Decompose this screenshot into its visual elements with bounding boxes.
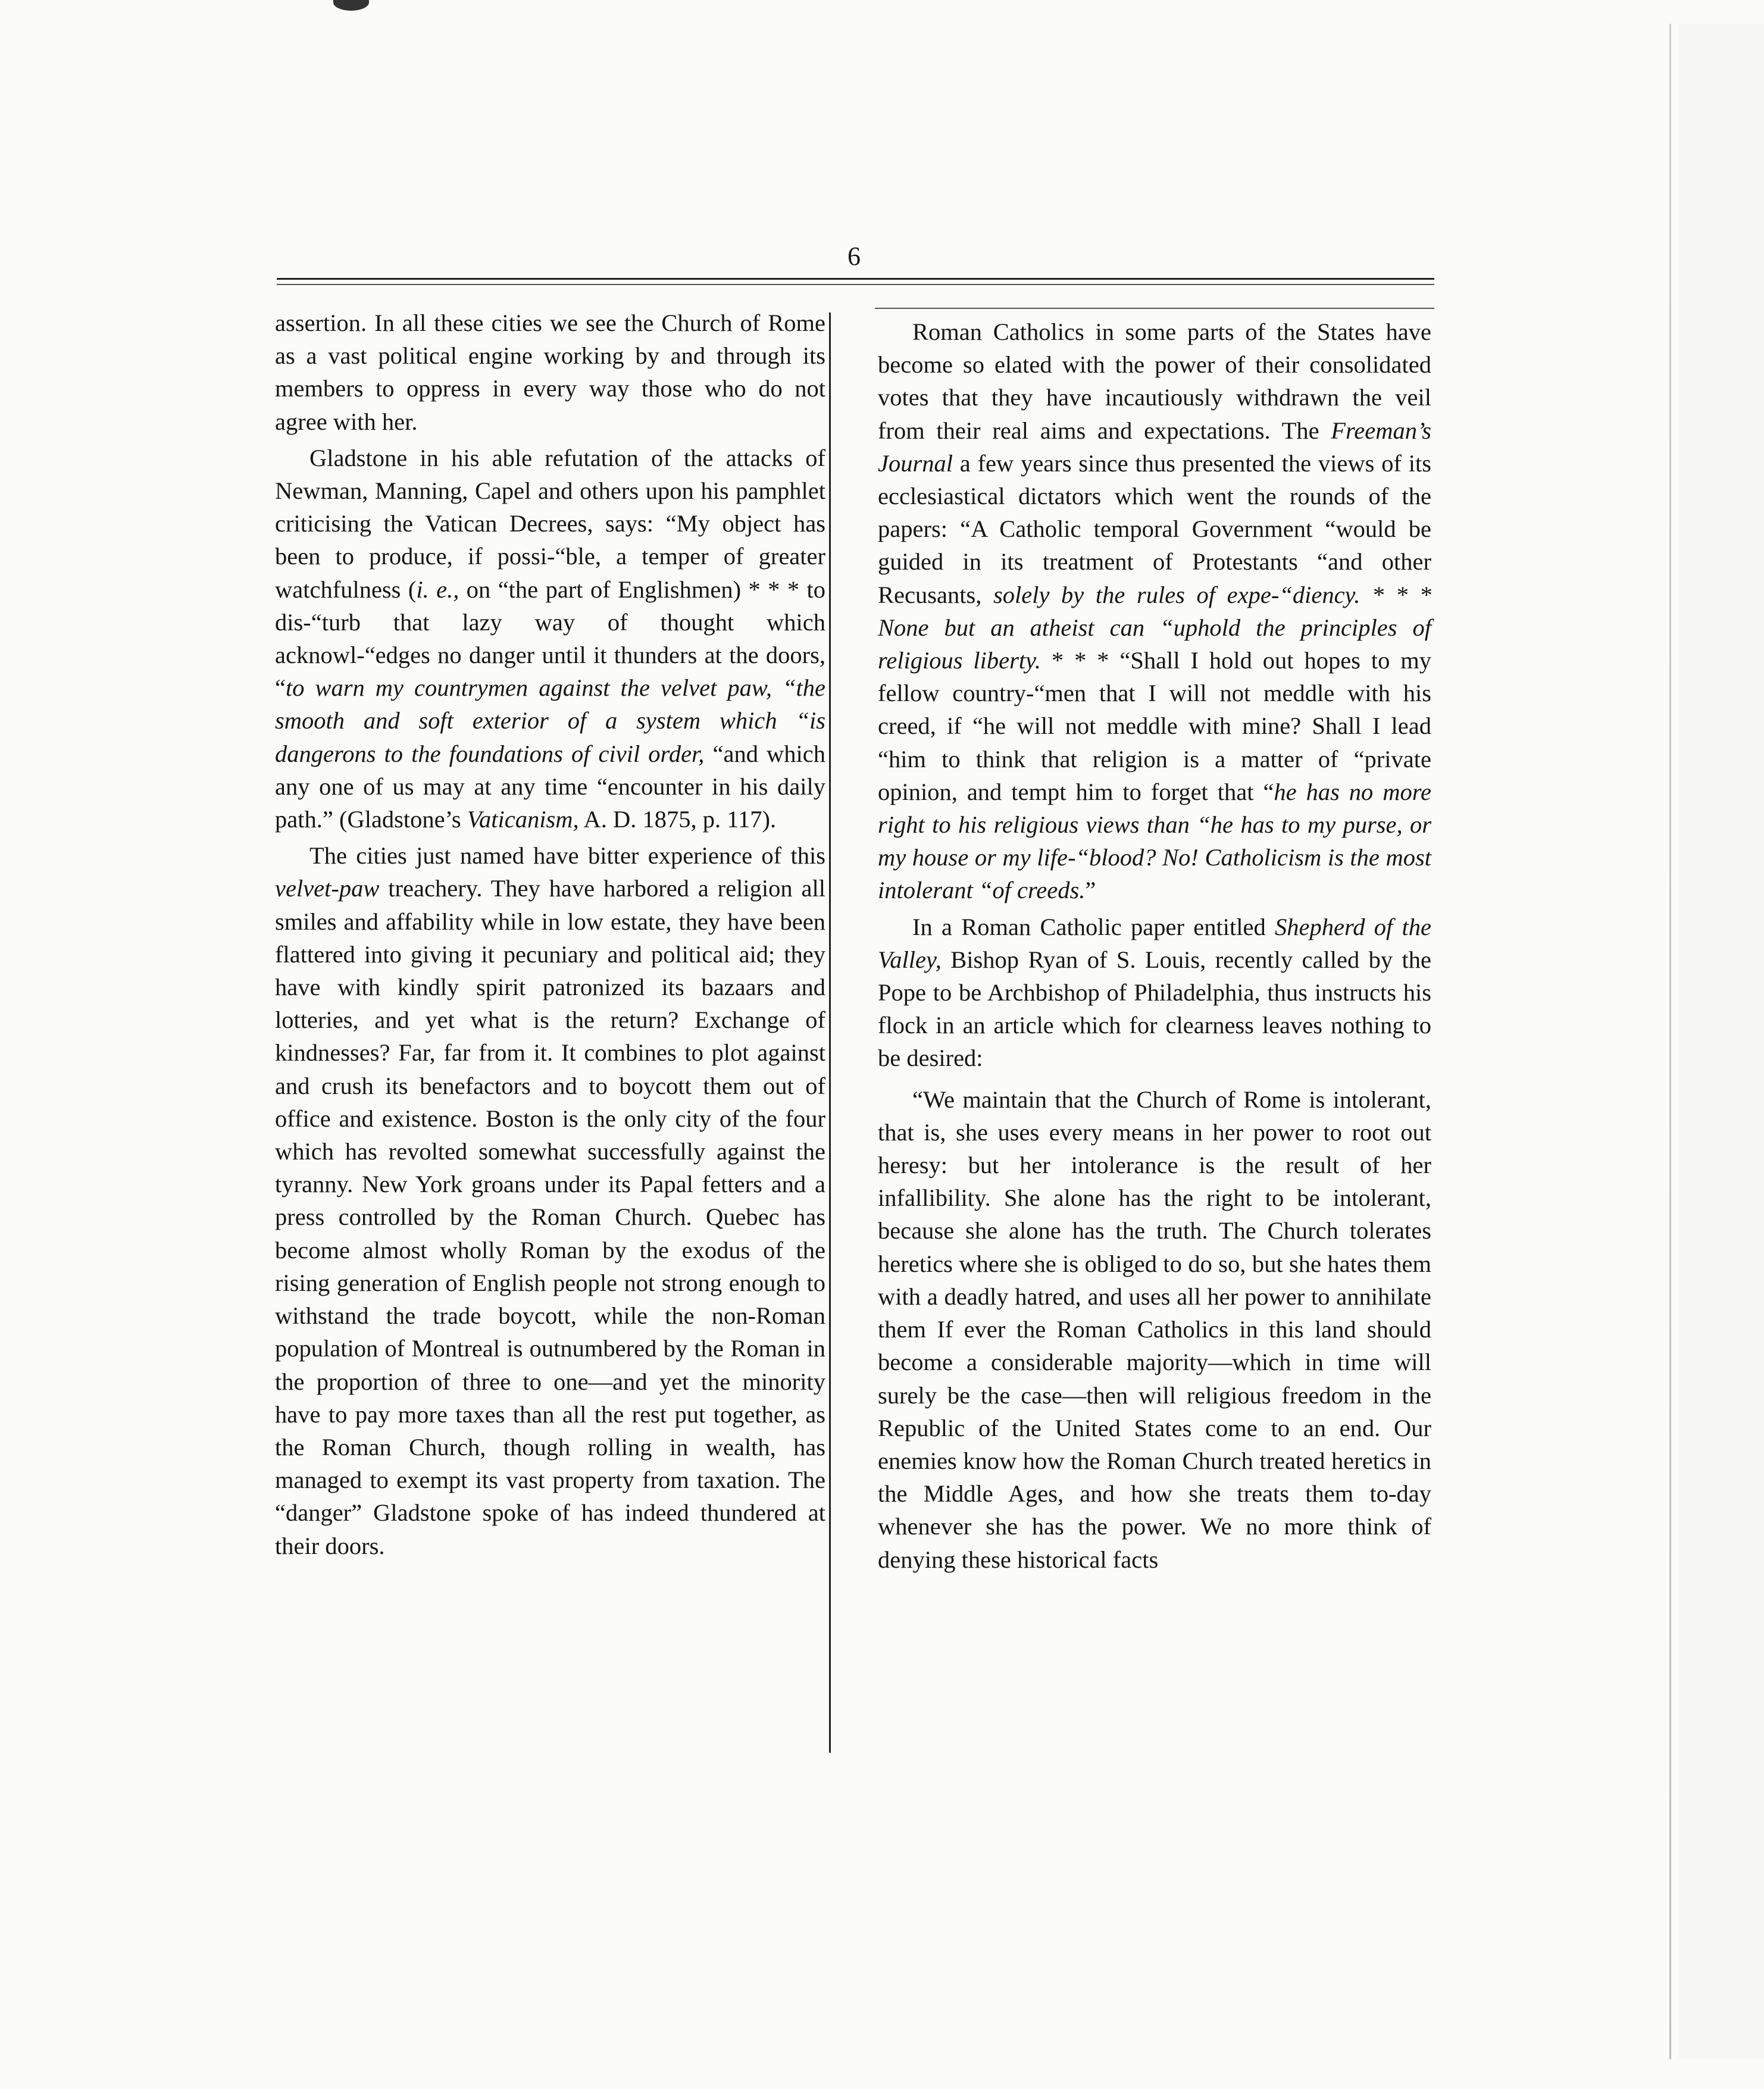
paragraph: assertion. In all these cities we see the Church of Rome as a vast political engine working by and through its members to oppress in every way those who do not agree with her.: [275, 309, 825, 435]
right-column: [878, 315, 1431, 1580]
page-number: 6: [847, 242, 861, 271]
column-divider: [829, 312, 831, 1753]
paragraph: Gladstone in his able refutation of the attacks of Newman, Manning, Capel and others upon his pamphlet criticising the Vatican Decrees, says: “My object has been to produce, if possi-“ble, a temper of greater watchfulness (i. e., on “the part of Englishmen) * * * to dis-“turb that lazy way of thought which acknowl-“edges no danger until it thunders at the doors, “to warn my countrymen against the velvet paw, “the smooth and soft exterior of a system which “is dangerons to the foundations of civil order, “and which any one of us may at any time “encounter in his daily path.” (Gladstone’s Vaticanism, A. D. 1875, p. 117).: [275, 444, 825, 833]
right-column-top-rule: [875, 308, 1434, 309]
paragraph: In a Roman Catholic paper entitled Shepherd of the Valley, Bishop Ryan of S. Louis, recently called by the Pope to be Archbishop of Philadelphia, thus instructs his flock in an article which for clearness leaves nothing to be desired:: [878, 913, 1431, 1072]
adjacent-page: [1678, 24, 1764, 2059]
paragraph: The cities just named have bitter experience of this velvet-paw treachery. They have harbored a religion all smiles and affability while in low estate, they have been flattered into giving it pecuniary and political aid; they have with kindly spirit patronized its bazaars and lotteries, and yet what is the return? Exchange of kindnesses? Far, far from it. It combines to plot against and crush its benefactors and to boycott them out of office and existence. Boston is the only city of the four which has revolted somewhat successfully against the tyranny. New York groans under its Papal fetters and a press controlled by the Roman Church. Quebec has become almost wholly Roman by the exodus of the rising generation of English people not strong enough to withstand the trade boycott, while the non-Roman population of Montreal is outnumbered by the Roman in the proportion of three to one—and yet the minority have to pay more taxes than all the rest put together, as the Roman Church, though rolling in wealth, has managed to exempt its vast property from taxation. The “danger” Gladstone spoke of has indeed thundered at their doors.: [275, 842, 825, 1559]
ink-blot: [333, 0, 369, 11]
block-quote: “We maintain that the Church of Rome is intolerant, that is, she uses every means in her power to root out heresy: but her intolerance is the result of her infallibility. She alone has the right to be intolerant, because she alone has the truth. The Church tolerates heretics where she is obliged to do so, but she hates them with a deadly hatred, and uses all her power to annihilate them If ever the Roman Catholics in this land should become a considerable majority—which in time will surely be the case—then will religious freedom in the Republic of the United States come to an end. Our enemies know how the Roman Church treated heretics in the Middle Ages, and how she treats them to-day whenever she has the power. We no more think of denying these historical facts: [878, 1086, 1431, 1573]
paragraph: Roman Catholics in some parts of the States have become so elated with the power of their consolidated votes that they have incautiously withdrawn the veil from their real aims and expectations. The Freeman’s Journal a few years since thus presented the views of its ecclesiastical dictators which went the rounds of the papers: “A Catholic temporal Government “would be guided in its treatment of Protestants “and other Recusants, solely by the rules of expe-“diency. * * * None but an atheist can “uphold the principles of religious liberty. * * * “Shall I hold out hopes to my fellow country-“men that I will not meddle with his creed, if “he will not meddle with mine? Shall I lead “him to think that religion is a matter of “private opinion, and tempt him to forget that “he has no more right to his religious views than “he has to my purse, or my house or my life-“blood? No! Catholicism is the most intolerant “of creeds.”: [878, 318, 1431, 904]
left-column: [275, 307, 825, 1566]
header-rule-top: [277, 278, 1434, 280]
page-edge-shadow: [1669, 24, 1671, 2059]
header-rule-bottom: [277, 284, 1434, 285]
